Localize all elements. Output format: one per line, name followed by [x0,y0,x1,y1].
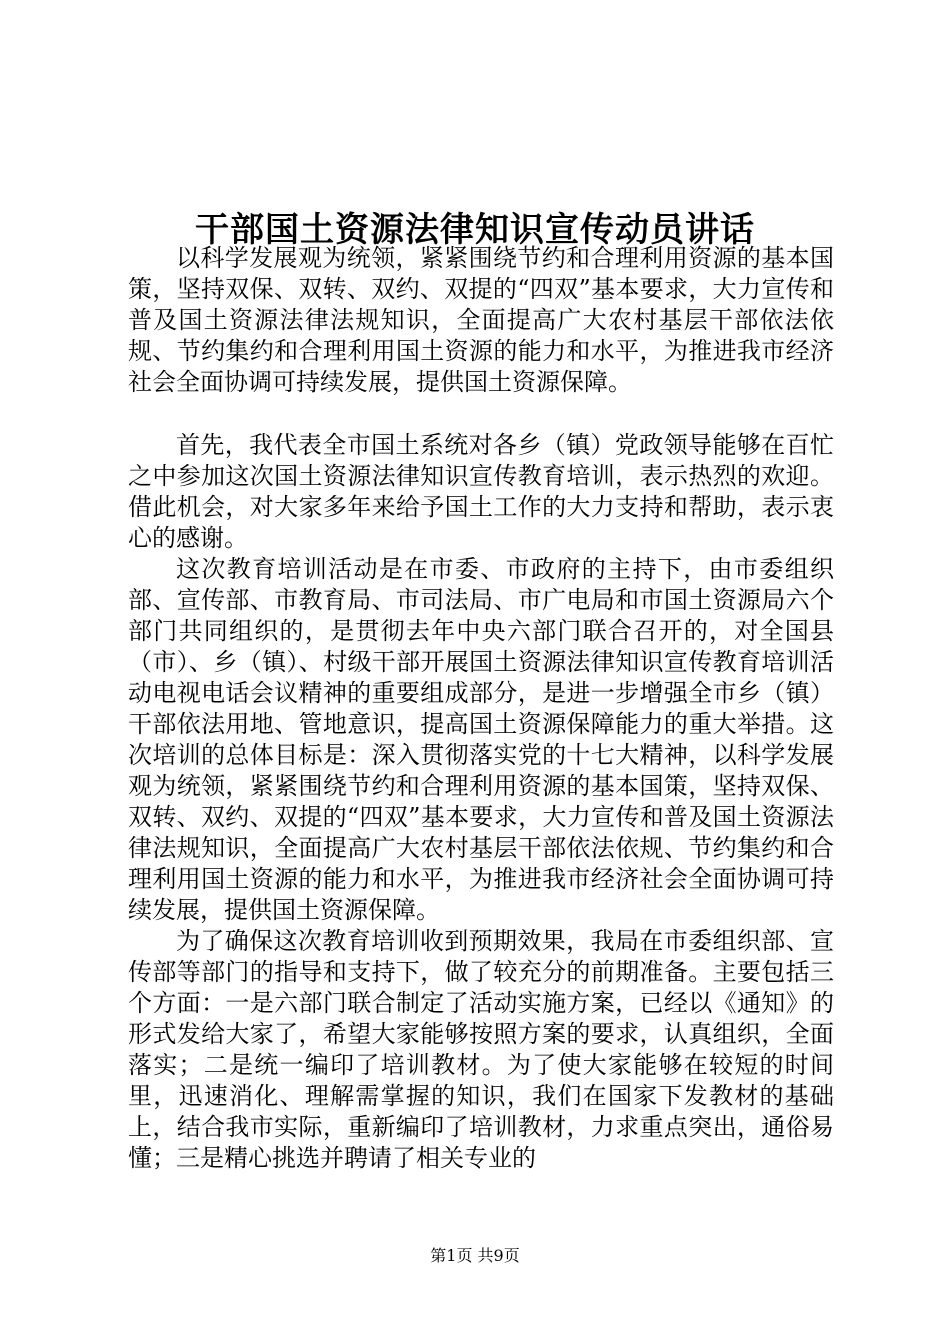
document-body [128,243,834,1174]
page-number-footer: 第1页 共9页 [430,1246,520,1265]
paragraph-preparation: 为了确保这次教育培训收到预期效果，我局在市委组织部、宣传部等部门的指导和支持下，做了较充分的前期准备。主要包括三个方面：一是六部门联合制定了活动实施方案，已经以《通知》的形式发给大家了，希望大家能够按照方案的要求，认真组织，全面落实；二是统一编印了培训教材。为了使大家能够在较短的时间里，迅速消化、理解需掌握的知识，我们在国家下发教材的基础上，结合我市实际，重新编印了培训教材，力求重点突出，通俗易懂；三是精心挑选并聘请了相关专业的 [128,927,834,1172]
paragraph-welcome: 首先，我代表全市国土系统对各乡（镇）党政领导能够在百忙之中参加这次国土资源法律知识宣传教育培训，表示热烈的欢迎。借此机会，对大家多年来给予国土工作的大力支持和帮助，表示衷心的感谢。 [128,431,834,552]
paragraph-training-overview: 这次教育培训活动是在市委、市政府的主持下，由市委组织部、宣传部、市教育局、市司法局、市广电局和市国土资源局六个部门共同组织的，是贯彻去年中央六部门联合召开的，对全国县（市）、乡（镇）、村级干部开展国土资源法律知识宣传教育培训活动电视电话会议精神的重要组成部分，是进一步增强全市乡（镇）干部依法用地、管地意识，提高国土资源保障能力的重大举措。这次培训的总体目标是：深入贯彻落实党的十七大精神，以科学发展观为统领，紧紧围绕节约和合理利用资源的基本国策，坚持双保、双转、双约、双提的“四双”基本要求，大力宣传和普及国土资源法律法规知识，全面提高广大农村基层干部依法依规、节约集约和合理利用国土资源的能力和水平，为推进我市经济社会全面协调可持续发展，提供国土资源保障。 [128,555,834,924]
document-title: 干部国土资源法律知识宣传动员讲话 [195,209,755,250]
paragraph-intro: 以科学发展观为统领，紧紧围绕节约和合理利用资源的基本国策，坚持双保、双转、双约、双提的“四双”基本要求，大力宣传和普及国土资源法律法规知识，全面提高广大农村基层干部依法依规、节约集约和合理利用国土资源的能力和水平，为推进我市经济社会全面协调可持续发展，提供国土资源保障。 [128,244,834,396]
